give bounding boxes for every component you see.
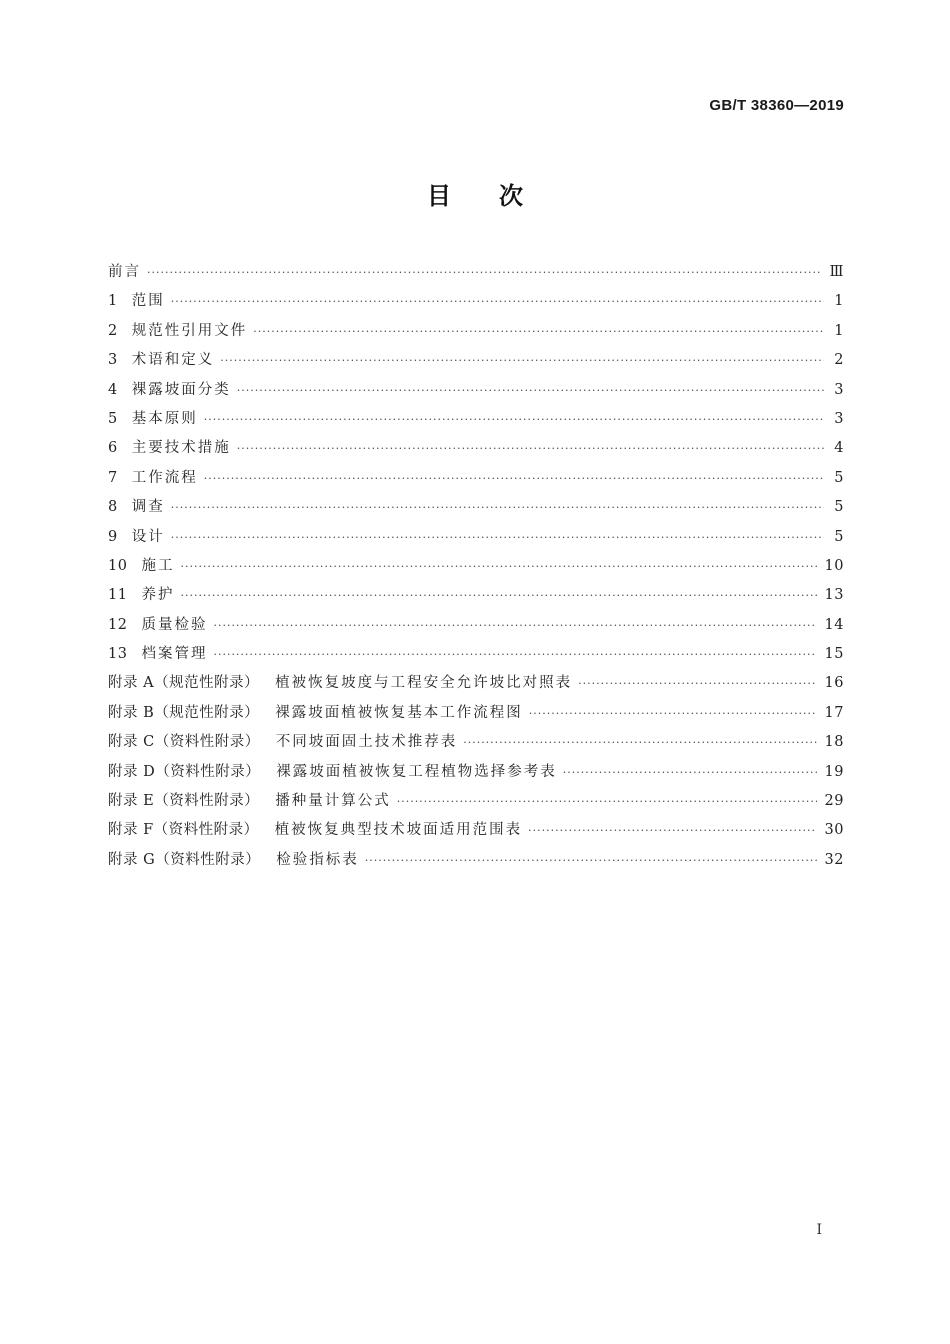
page-title	[0, 176, 950, 211]
toc-entry-page: 14	[824, 616, 844, 633]
toc-appendix-prefix: 附录 A（规范性附录）	[108, 675, 260, 692]
toc-entry-label: 裸露坡面分类	[131, 381, 231, 398]
toc-entry-number: 7	[108, 469, 118, 486]
toc-appendix-prefix: 附录 G（资料性附录）	[108, 851, 261, 868]
toc-appendix-a[interactable]	[108, 669, 844, 698]
toc-appendix-prefix: 附录 F（资料性附录）	[108, 822, 259, 839]
title-char-2: 次	[499, 182, 523, 210]
toc-appendix-c[interactable]	[108, 728, 844, 757]
toc-entry-number: 13	[108, 646, 128, 663]
toc-entry-12[interactable]	[108, 611, 844, 640]
toc-appendix-prefix: 附录 C（资料性附录）	[108, 734, 260, 751]
toc-entry-page: 17	[824, 704, 844, 721]
toc-leader-dots	[213, 640, 816, 669]
toc-entry-number: 11	[108, 587, 128, 604]
toc-entry-page: 1	[834, 322, 844, 339]
toc-entry-label: 规范性引用文件	[131, 322, 248, 339]
toc-entry-page: 5	[834, 499, 844, 516]
toc-entry-label: 检验指标表	[276, 851, 359, 868]
toc-appendix-prefix: 附录 D（资料性附录）	[108, 763, 261, 780]
toc-appendix-prefix: 附录 B（规范性附录）	[108, 704, 260, 721]
toc-entry-number: 3	[108, 352, 118, 369]
toc-appendix-b[interactable]	[108, 699, 844, 728]
page-folio: I	[816, 1222, 822, 1238]
toc-entry-11[interactable]	[108, 581, 844, 610]
toc-leader-dots	[237, 434, 824, 463]
toc-entry-label: 术语和定义	[131, 352, 215, 369]
toc-leader-dots	[528, 816, 816, 845]
toc-entry-6[interactable]	[108, 434, 844, 463]
toc-appendix-e[interactable]	[108, 787, 844, 816]
toc-entry-page: 3	[834, 410, 844, 427]
toc-entry-10[interactable]	[108, 552, 844, 581]
toc-leader-dots	[563, 758, 817, 787]
toc-leader-dots	[253, 317, 824, 346]
toc-entry-8[interactable]	[108, 493, 844, 522]
toc-leader-dots	[578, 669, 816, 698]
toc-leader-dots	[397, 787, 817, 816]
toc-entry-number: 9	[108, 528, 118, 545]
toc-entry-13[interactable]	[108, 640, 844, 669]
toc-entry-label: 施工	[141, 557, 175, 574]
toc-entry-page: Ⅲ	[829, 264, 844, 280]
toc-leader-dots	[220, 346, 824, 375]
toc-entry-label: 基本原则	[131, 410, 198, 427]
toc-entry-label: 档案管理	[141, 646, 208, 663]
toc-leader-dots	[204, 405, 824, 434]
toc-leader-dots	[180, 552, 816, 581]
toc-appendix-f[interactable]	[108, 816, 844, 845]
toc-leader-dots	[204, 464, 824, 493]
toc-entry-label: 工作流程	[131, 469, 198, 486]
toc-entry-page: 1	[834, 293, 844, 310]
toc-appendix-prefix: 附录 E（资料性附录）	[108, 793, 260, 810]
toc-entry-number: 10	[108, 557, 128, 574]
toc-entry-3[interactable]	[108, 346, 844, 375]
toc-entry-label: 不同坡面固土技术推荐表	[275, 734, 458, 751]
toc-entry-label: 养护	[141, 587, 175, 604]
toc-entry-label: 播种量计算公式	[275, 793, 391, 810]
toc-leader-dots	[529, 699, 817, 728]
toc-entry-5[interactable]	[108, 405, 844, 434]
toc-entry-page: 29	[824, 793, 844, 810]
toc-entry-7[interactable]	[108, 464, 844, 493]
toc-entry-label: 设计	[131, 528, 165, 545]
toc-entry-number: 6	[108, 440, 118, 457]
toc-appendix-d[interactable]	[108, 758, 844, 787]
toc-entry-4[interactable]	[108, 376, 844, 405]
table-of-contents	[108, 258, 844, 875]
toc-entry-label: 植被恢复典型技术坡面适用范围表	[274, 822, 523, 839]
toc-entry-label: 质量检验	[141, 616, 208, 633]
toc-entry-number: 4	[108, 381, 118, 398]
toc-entry-page: 18	[824, 734, 844, 751]
toc-entry-number: 1	[108, 293, 118, 310]
toc-entry-page: 30	[824, 822, 844, 839]
toc-entry-page: 5	[834, 469, 844, 486]
toc-entry-page: 2	[834, 352, 844, 369]
toc-leader-dots	[171, 493, 824, 522]
toc-entry-label: 调查	[131, 499, 165, 516]
toc-leader-dots	[213, 611, 816, 640]
toc-leader-dots	[171, 523, 824, 552]
toc-leader-dots	[463, 728, 816, 757]
toc-entry-label: 裸露坡面植被恢复工程植物选择参考表	[276, 763, 557, 780]
toc-entry-label: 植被恢复坡度与工程安全允许坡比对照表	[275, 675, 573, 692]
toc-entry-page: 5	[834, 528, 844, 545]
toc-entry-page: 16	[824, 675, 844, 692]
toc-entry-page: 19	[824, 763, 844, 780]
toc-entry-number: 5	[108, 410, 118, 427]
toc-leader-dots	[180, 581, 816, 610]
toc-entry-1[interactable]	[108, 287, 844, 316]
toc-entry-label: 主要技术措施	[131, 440, 231, 457]
toc-entry-2[interactable]	[108, 317, 844, 346]
standard-code: GB/T 38360—2019	[709, 97, 844, 114]
toc-entry-number: 8	[108, 499, 118, 516]
toc-leader-dots	[171, 287, 824, 316]
toc-leader-dots	[365, 846, 817, 875]
toc-entry-page: 3	[834, 381, 844, 398]
toc-entry-page: 32	[824, 851, 844, 868]
toc-leader-dots	[237, 376, 824, 405]
toc-appendix-g[interactable]	[108, 846, 844, 875]
toc-entry-page: 4	[834, 440, 844, 457]
toc-entry-number: 2	[108, 322, 118, 339]
toc-leader-dots	[147, 258, 822, 287]
toc-entry-label: 裸露坡面植被恢复基本工作流程图	[275, 704, 523, 721]
toc-entry-page: 15	[824, 646, 844, 663]
toc-entry-9[interactable]	[108, 523, 844, 552]
toc-entry-page: 13	[824, 587, 844, 604]
toc-entry-page: 10	[824, 557, 844, 574]
toc-entry-foreword[interactable]	[108, 258, 844, 287]
title-char-1: 目	[427, 182, 451, 210]
toc-entry-label: 范围	[131, 293, 165, 310]
toc-entry-number: 12	[108, 616, 128, 633]
toc-entry-label: 前言	[108, 264, 141, 280]
